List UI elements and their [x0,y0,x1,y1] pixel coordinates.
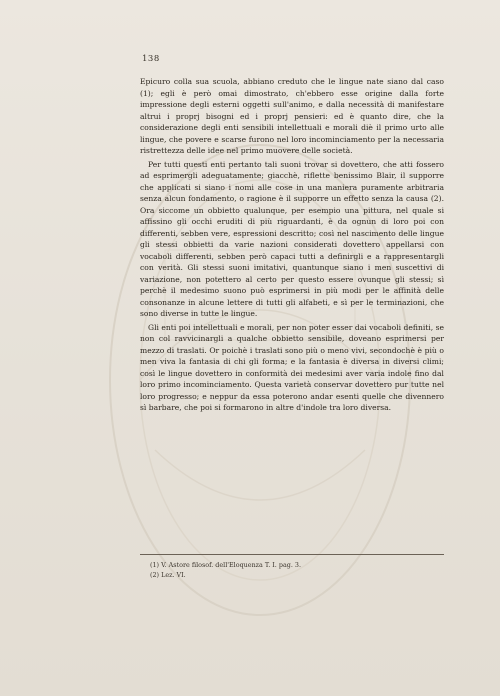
footnote-rule [140,554,444,555]
footnote: (1) V. Astore filosof. dell'Eloquenza T. I. pag. 3. [150,561,302,569]
paragraph: Per tutti questi enti pertanto tali suoni trovar si dovettero, che atti fossero ad esprimergli adeguatamente; giacchè, riflette benissimo Blair, il supporre che applicati si siano i nomi alle cose in una maniera puramente arbitraria senza alcun fondamento, o ragione è il supporre un effetto senza la causa (2). Ora siccome un obbietto qualunque, per esempio una pittura, nel quale si affissino gli occhi eruditi di più riguardanti, è da ognun di loro poi con differenti, sebben vere, espressioni descritto; così nel nascimento delle lingue gli stessi obbietti da varie nazioni considerati dovettero appellarsi con vocaboli differenti, sebben però capaci tutti a definirgli e a rappresentargli con verità. Gli stessi suoni imitativi, quantunque siano i men suscettivi di variazione, non potettero al certo per questo essere ovunque gli stessi; sì perchè il medesimo suono può esprimersi in più modi per le affinità delle consonanze in alcune lettere di tutti gli alfabeti, e sì per le terminazioni, che sono diverse in tutte le lingue. [140,159,444,318]
footnotes [150,560,440,580]
paragraph: Gli enti poi intellettuali e morali, per non poter esser dai vocaboli definiti, se non col ravvicinargli a qualche obbietto sensibile, doveano esprimersi per mezzo di traslati. Or poichè i traslati sono più o meno vivi, secondochè è più o men viva la fantasia di chi gli forma; e la fantasia è diversa in diversi climi; così le lingue dovettero in conformità dei medesimi aver varia indole fino dal loro primo incominciamento. Questa varietà conservar dovettero pur tutte nel loro progresso; e neppur da essa poterono andar esenti quelle che divennero sì barbare, che poi si formarono in altre d'indole tra loro diversa. [140,322,444,412]
body-text [140,76,444,416]
paragraph: Epicuro colla sua scuola, abbiano creduto che le lingue nate siano dal caso (1); egli è però omai dimostrato, ch'ebbero esse origine dalla forte impressione degli esterni oggetti sull'animo, e dalla necessità di manifestare altrui i proprj bisogni ed i proprj pensieri: ed è quanto dire, che la considerazione degli enti sensibili intellettuali e morali diè il primo urto alle lingue, che povere e scarse furono nel loro incominciamento per la necessaria ristrettezza delle idee nel primo muovere delle società. [140,77,444,155]
footnote: (2) Lez. VI. [150,571,186,579]
page-number: 138 [142,54,160,64]
